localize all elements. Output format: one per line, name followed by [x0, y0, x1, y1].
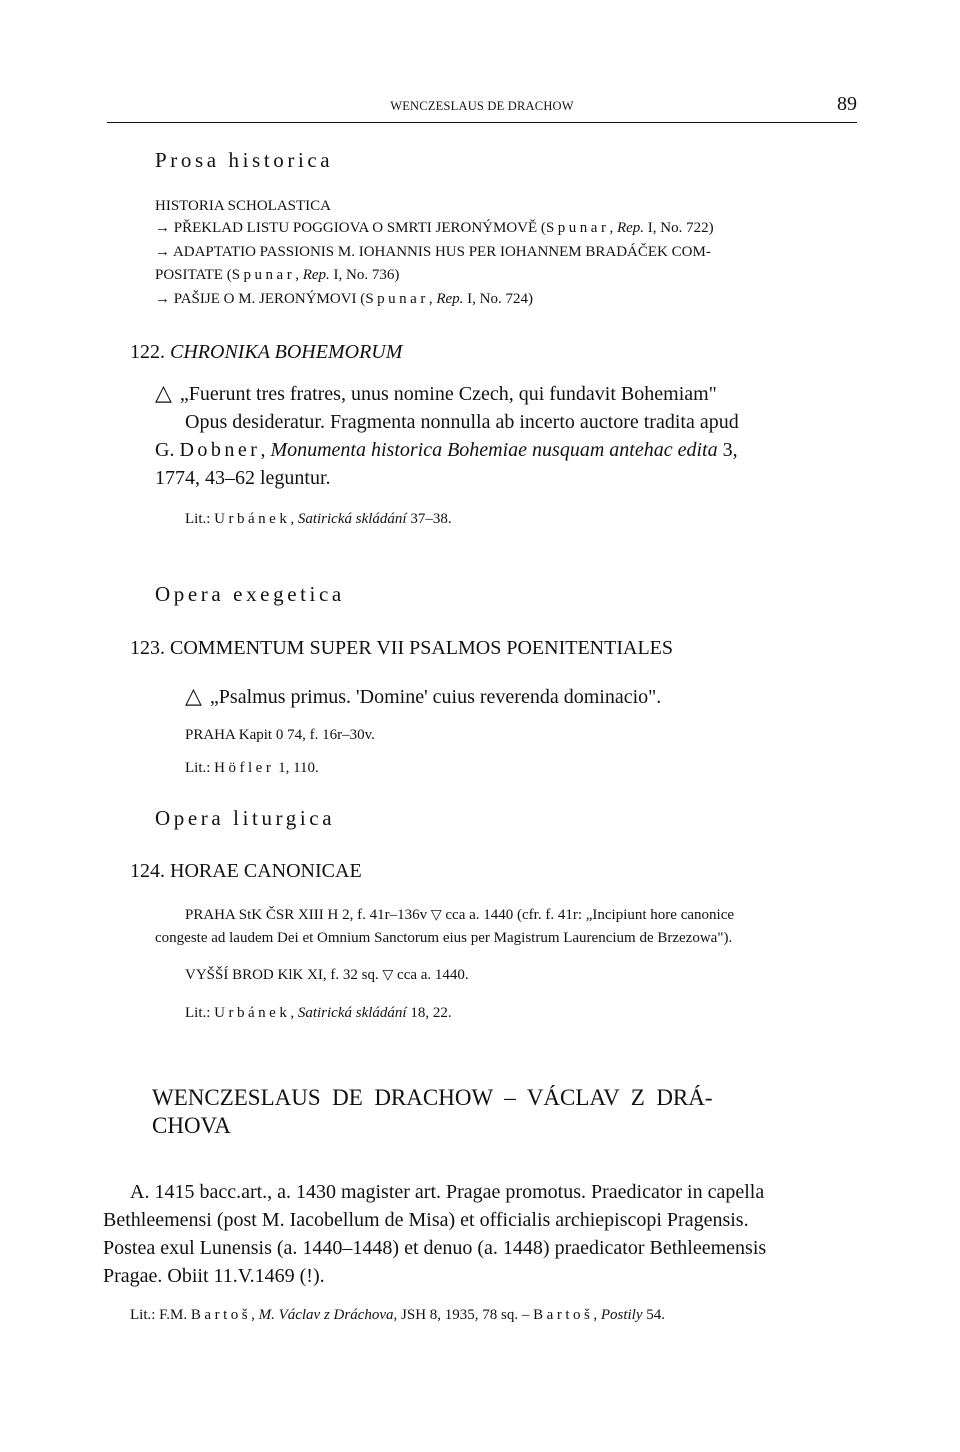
entry-122-heading	[130, 341, 402, 364]
cross-reference-3: → PAŠIJE O M. JERONÝMOVI (Spunar, Rep. I, No. 724)	[155, 291, 533, 307]
arrow-icon: →	[155, 244, 170, 260]
cross-reference-2-cont: POSITATE (Spunar, Rep. I, No. 736)	[155, 267, 400, 283]
section-heading-prosa: Prosa historica	[155, 148, 334, 172]
entry-title: COMMENTUM SUPER VII PSALMOS POENITENTIALES	[170, 637, 673, 659]
author-name: Höfler	[214, 760, 275, 776]
running-title: WENCZESLAUS DE DRACHOW	[390, 99, 574, 113]
entry-123-literature: Lit.: Höfler 1, 110.	[185, 760, 319, 776]
biography-line1: A. 1415 bacc.art., a. 1430 magister art. Pragae promotus. Praedicator in capella	[130, 1181, 765, 1203]
ref-rep: Rep.	[436, 291, 464, 307]
entry-124-manuscript-1-cont: congeste ad laudem Dei et Omnium Sanctorum eius per Magistrum Laurencium de Brzezowa").	[155, 930, 733, 946]
ref-text: PŘEKLAD LISTU POGGIOVA O SMRTI JERONÝMOVĚ (	[173, 220, 546, 236]
ref-text: PAŠIJE O M. JERONÝMOVI (	[173, 291, 366, 307]
section-heading-liturgica: Opera liturgica	[155, 806, 336, 830]
arrow-icon: →	[155, 220, 170, 236]
author-name: Bartoš	[190, 1307, 252, 1323]
entry-number: 123.	[130, 637, 165, 659]
entry-122-literature: Lit.: Urbánek, Satirická skládání 37–38.	[185, 511, 452, 527]
ref-rep: Rep.	[616, 220, 645, 236]
entry-number: 122.	[130, 341, 165, 363]
entry-122-line4: 1774, 43–62 leguntur.	[155, 467, 331, 489]
work-title: Satirická skládání	[297, 1005, 407, 1021]
section-heading-exegetica: Opera exegetica	[155, 582, 345, 606]
work-title: Postily	[600, 1307, 643, 1323]
author-name: Bartoš	[533, 1307, 594, 1323]
author-name: Dobner	[179, 439, 261, 461]
triangle-icon: △	[185, 683, 202, 708]
arrow-icon: →	[155, 291, 170, 307]
ref-text: POSITATE (	[155, 267, 232, 283]
biography-line3: Postea exul Lunensis (a. 1440–1448) et denuo (a. 1448) praedicator Bethleemensis	[103, 1237, 767, 1259]
work-title: Monumenta historica Bohemiae nusquam antehac edita	[270, 439, 718, 461]
entry-number: 124.	[130, 860, 165, 882]
triangle-icon: △	[155, 380, 172, 405]
biography-line4: Pragae. Obiit 11.V.1469 (!).	[103, 1265, 325, 1287]
ref-rep: Rep.	[302, 267, 330, 283]
entry-123-incipit	[185, 683, 661, 709]
work-title: M. Václav z Dráchova	[258, 1307, 394, 1323]
biography-line2: Bethleemensi (post M. Iacobellum de Misa) et officialis archiepiscopi Pragensis.	[103, 1209, 749, 1231]
ref-author: Spunar	[365, 291, 429, 307]
down-triangle-icon: ▽	[430, 908, 442, 923]
subheading-historia-scholastica: HISTORIA SCHOLASTICA	[155, 198, 331, 214]
entry-124-manuscript-1: PRAHA StK ČSR XIII H 2, f. 41r–136v ▽ cca a. 1440 (cfr. f. 41r: „Incipiunt hore canonice	[185, 907, 735, 923]
incipit-text: „Fuerunt tres fratres, unus nomine Czech, qui fundavit Bohemiam"	[179, 383, 717, 405]
author-literature: Lit.: F.M. Bartoš, M. Václav z Dráchova, JSH 8, 1935, 78 sq. – Bartoš, Postily 54.	[130, 1307, 665, 1323]
author-heading-line1: WENCZESLAUS DE DRACHOW – VÁCLAV Z DRÁ-	[152, 1085, 713, 1110]
entry-122-incipit	[155, 380, 717, 406]
page-number: 89	[837, 93, 857, 115]
down-triangle-icon: ▽	[382, 968, 394, 983]
work-title: Satirická skládání	[297, 511, 407, 527]
ref-text: ADAPTATIO PASSIONIS M. IOHANNIS HUS PER IOHANNEM BRADÁČEK COM-	[172, 244, 711, 260]
entry-122-line2: Opus desideratur. Fragmenta nonnulla ab incerto auctore tradita apud	[185, 411, 739, 433]
cross-reference-2	[155, 244, 711, 261]
cross-reference-1: → PŘEKLAD LISTU POGGIOVA O SMRTI JERONÝMOVĚ (Spunar, Rep. I, No. 722)	[155, 220, 714, 236]
entry-124-heading	[130, 860, 362, 883]
author-heading-line2: CHOVA	[152, 1113, 231, 1138]
entry-title: CHRONIKA BOHEMORUM	[170, 341, 403, 363]
entry-123-manuscript: PRAHA Kapit 0 74, f. 16r–30v.	[185, 727, 375, 743]
running-head	[107, 92, 857, 123]
entry-124-literature: Lit.: Urbánek, Satirická skládání 18, 22.	[185, 1005, 452, 1021]
ref-author: Spunar	[545, 220, 610, 236]
entry-title: HORAE CANONICAE	[170, 860, 362, 882]
incipit-text: „Psalmus primus. 'Domine' cuius reverenda dominacio".	[209, 686, 662, 708]
ref-author: Spunar	[231, 267, 296, 283]
author-name: Urbánek	[214, 1005, 291, 1021]
entry-124-manuscript-2: VYŠŠÍ BROD KlK XI, f. 32 sq. ▽ cca a. 1440.	[185, 967, 469, 983]
entry-123-heading	[130, 637, 673, 660]
entry-122-line3: G. Dobner, Monumenta historica Bohemiae nusquam antehac edita 3,	[155, 439, 738, 461]
author-name: Urbánek	[214, 511, 291, 527]
